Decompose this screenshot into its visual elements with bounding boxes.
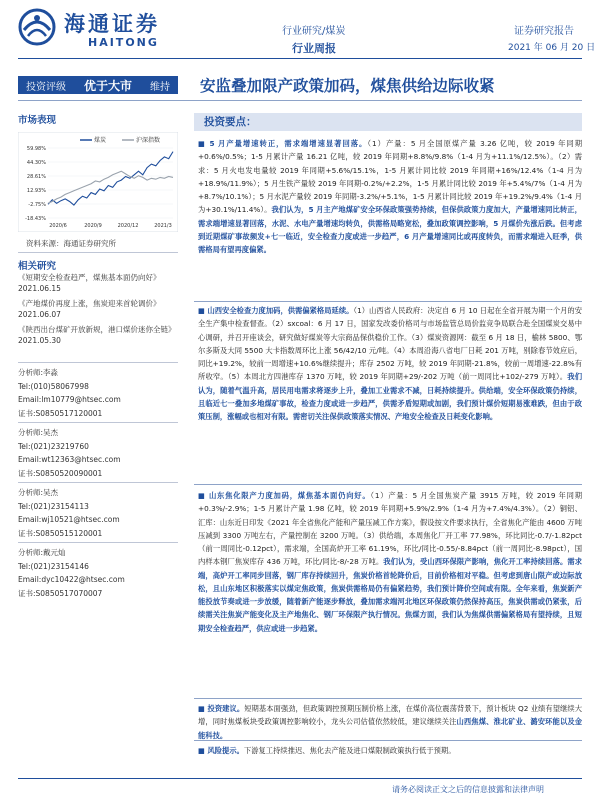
haitong-logo-icon xyxy=(18,6,56,48)
bullet-icon: ■ xyxy=(198,139,210,148)
sidebar-divider xyxy=(18,422,178,423)
analyst-email[interactable]: Email:lm10779@htsec.com xyxy=(18,395,121,404)
logo-name-en: HAITONG xyxy=(88,36,159,49)
key-points-label: 投资要点： xyxy=(204,116,257,128)
footer-disclaimer: 请务必阅读正文之后的信息披露和法律声明 xyxy=(392,785,544,794)
analyst-block xyxy=(18,486,120,540)
analyst-tel: Tel:(021)23154113 xyxy=(18,501,89,511)
analyst-cert: 证书:S0850520090001 xyxy=(18,468,103,478)
paragraph-conclusion: 我们认为，受山西环保限产影响，焦化开工率持续回落。需求端，高炉开工率同步回落，钢厂库存持续回升，焦炭价格首轮降价后，目前价格相对平稳。但考虑到唐山限产或边际放松，且山东地区积极落实以煤定焦政策，焦炭供需格局仍有偏紧趋势，我们预计降价空间或有限。全年来看，焦炭新产能投放节奏或进一步放缓，随着新产能逐步释放，叠加需求端河北地区环保政策仍然保持高压，焦炭供需或仍紧张，后续需关注焦炭产能变化及主产地焦化、钢厂环保限产执行情况。焦煤方面，我们认为焦煤供需偏紧格局有望持续，且短期安全检查趋严，供应或进一步趋紧。 xyxy=(198,557,583,633)
rating-value: 优于大市 xyxy=(83,78,132,93)
analyst-tel: Tel:(021)23219760 xyxy=(18,441,89,451)
analyst-email[interactable]: Email:wt12363@htsec.com xyxy=(18,455,121,464)
bullet-icon: ■ xyxy=(198,746,208,755)
analyst-name: 分析师:吴杰 xyxy=(18,488,59,497)
legend-coal: 煤炭 xyxy=(94,137,107,144)
analyst-email[interactable]: Email:dyc10422@htsec.com xyxy=(18,575,125,584)
y-tick-label: 44.30% xyxy=(26,160,46,166)
analyst-cert: 证书:S0850517070007 xyxy=(18,588,103,598)
x-tick-label: 2020/12 xyxy=(117,223,139,229)
analyst-tel: Tel:(021)23154146 xyxy=(18,561,89,571)
analyst-name: 分析师:戴元灿 xyxy=(18,548,66,557)
paragraph-text: （1）产量：5 月全国焦炭产量 3915 万吨，较 2019 年同期+0.3%/-2.9%；1-5 月累计产量 1.98 亿吨，较 2019 年同期+5.9%/2.9%（1-4 月为+7.4%/4.3%）。（2）铜铝、汇库：山东近日印发《2021 年全省焦化产能和产量压减工作方案》，假设按文件要求执行，全省焦化产能由 4600 万吨压减到 3300 万吨左右，产量控制在 3200 万吨。（3）供给端，本周焦化厂开工率 77.98%，环比同比-0.7/-1.82pct（前一周同比-0.12pct），需求端，全国高炉开工率 61.19%，环比/同比-0.55/-8.84pct（前一周同比-8.98pct），国内样本钢厂焦炭库存 436 万吨，环比/同比-8/-28 万吨。 xyxy=(198,491,582,567)
market-chart xyxy=(18,132,178,232)
x-tick-label: 2021/3 xyxy=(154,223,172,229)
y-tick-label: 12.93% xyxy=(26,188,46,194)
chart-source: 资料来源：海通证券研究所 xyxy=(26,239,116,248)
paragraph-conclusion: 我们认为，5 月主产地煤矿安全环保政策强势持续，但保供政策力度加大，产量增速同比转正，需求端增速显著回落，水泥、水电产量增速均转负，供需格局略宽松，叠加政策调控影响，5 月煤价先涨后跌。但考虑到近期煤矿事故频发+七一临近，安全检查力度或进一步趋严，6 月产量增速同比或再度转负，而需求端进入旺季，供需格局有望再度偏紧。 xyxy=(198,205,582,254)
y-tick-label: -18.43% xyxy=(25,216,46,222)
related-title: 《短期安全检查趋严，煤焦基本面仍向好》 xyxy=(18,273,161,282)
key-point-paragraph xyxy=(198,137,582,256)
page-title: 安监叠加限产政策加码，煤焦供给边际收紧 xyxy=(200,77,495,95)
sidebar-divider xyxy=(18,482,178,483)
key-point-paragraph xyxy=(198,489,582,635)
analyst-block xyxy=(18,426,121,480)
logo-name-cn: 海通证券 xyxy=(64,11,160,36)
report-type: 行业周报 xyxy=(292,42,336,55)
related-item[interactable] xyxy=(18,324,178,346)
document-type: 证券研究报告 xyxy=(514,26,574,37)
related-date: 2021.06.15 xyxy=(18,284,61,293)
related-item[interactable] xyxy=(18,298,178,320)
key-point-paragraph xyxy=(198,304,582,423)
x-tick-label: 2020/9 xyxy=(84,223,102,229)
sidebar-divider xyxy=(18,362,178,363)
paragraph-divider xyxy=(194,484,582,485)
paragraph-conclusion: 我们认为，随着气温升高，居民用电需求将逐步上升，叠加工业需求不减，日耗持续提升。供给端，安全环保政策仍持续，且临近七一叠加多地煤矿事故，检查力度或进一步趋严，供需矛盾短期或加剧，我们预计煤价短期易涨难跌，但由于政策压制，涨幅或也相对有限。需密切关注保供政策落实情况、产地安全检查及日耗变化影响。 xyxy=(198,372,582,421)
sidebar-divider xyxy=(18,542,178,543)
analyst-email[interactable]: Email:wj10521@htsec.com xyxy=(18,515,120,524)
analyst-cert: 证书:S0850515120001 xyxy=(18,528,103,538)
paragraph-text: 短期基本面强劲，但政策调控预期压制价格上涨，在煤价高位震荡背景下，预计板块 Q2 业绩有望继续大增，同时焦煤板块受政策调控影响较小，龙头公司估值依然较低，建议继续关注 xyxy=(198,704,583,727)
key-point-paragraph xyxy=(198,702,582,742)
y-tick-label: 59.98% xyxy=(26,146,46,152)
bullet-icon: ■ xyxy=(198,306,208,315)
analyst-name: 分析师:吴杰 xyxy=(18,428,59,437)
report-category: 行业研究/煤炭 xyxy=(282,26,346,37)
paragraph-text: （1）山西省人民政府：决定自 6 月 10 日起在全省开展为期一个月的安全生产集中检查督查。（2）sxcoal：6 月 17 日，国家发改委价格司与市场监管总局价监竞争局联合赴全国煤炭交易中心调研，并召开座谈会，研究做好煤炭等大宗商品保供稳价工作。（3）煤炭资源网：截至 6 月 18 日，榆林 5800、鄂尔多斯及大同 5500 大卡指数周环比上涨 56/42/10 元/吨。（4）本周沿海八省电厂日耗 201 万吨，别除春节效应后，同比+19.2%，较前一周增速+10.6%继续提升；库存 2502 万吨，较 2019 年同期-21.8%，较前一周增速-22.8%有所收窄。（5）本周北方四港库存 1370 万吨，较 2019 年同期+29/-202 万吨（前一周同比+102/-279 万吨）。 xyxy=(198,306,583,382)
related-title: 《产地煤价再度上涨，焦炭迎来首轮调价》 xyxy=(18,299,161,308)
paragraph-text: 下游复工持续推迟、焦化去产能及进口煤限制政策执行低于预期。 xyxy=(243,746,456,755)
analyst-block xyxy=(18,546,125,600)
bullet-icon: ■ xyxy=(198,491,209,500)
paragraph-divider xyxy=(194,301,582,302)
title-divider xyxy=(18,100,582,101)
analyst-tel: Tel:(010)58067998 xyxy=(18,381,89,391)
legend-index: 沪深指数 xyxy=(136,137,161,144)
analyst-name: 分析师:李淼 xyxy=(18,368,59,377)
header-divider xyxy=(18,58,582,59)
y-tick-label: -2.75% xyxy=(28,202,46,208)
related-heading: 相关研究 xyxy=(18,261,57,272)
market-heading: 市场表现 xyxy=(18,115,57,126)
x-tick-label: 2020/6 xyxy=(49,223,67,229)
related-date: 2021.06.07 xyxy=(18,310,61,319)
footer-divider xyxy=(18,778,582,779)
paragraph-lead: 山西安全检查力度加码，供需偏紧格局延续。 xyxy=(207,306,354,315)
related-date: 2021.05.30 xyxy=(18,336,61,345)
sidebar-divider xyxy=(18,252,178,253)
related-title: 《陕西出台煤矿开放新规，港口煤价迷你全链》 xyxy=(18,325,176,334)
paragraph-divider xyxy=(194,740,582,741)
related-item[interactable] xyxy=(18,272,178,294)
paragraph-conclusion: 山西焦煤、淮北矿业、潞安环能以及金能科技。 xyxy=(198,717,583,740)
paragraph-divider xyxy=(194,698,582,699)
rating-bar xyxy=(18,76,178,94)
paragraph-lead: 5 月产量增速转正，需求端增速显著回落。 xyxy=(209,139,368,148)
rating-label: 投资评级 xyxy=(26,81,66,93)
paragraph-lead: 投资建议。 xyxy=(207,704,245,713)
y-tick-label: 28.61% xyxy=(26,174,46,180)
rating-action: 维持 xyxy=(149,81,170,93)
paragraph-lead: 山东焦化限产力度加码，煤焦基本面仍向好。 xyxy=(208,491,371,500)
paragraph-text: （1）产量：5 月全国原煤产量 3.26 亿吨，较 2019 年同期+0.6%/0.5%；1-5 月累计产量 16.21 亿吨，较 2019 年同期+8.8%/9.8%（1-4 月为+11.1%/12.5%）。（2）需求：5 月火电发电量较 2019 年同期+5.6%/15.1%，1-5 月累计同比较 2019 年同期+16%/12.4%（1-4 月为+18.9%/11.9%）；5 月生铁产量较 2019 年同期-0.2%/+2.2%，1-5 月累计同比较 2019 年+5.4%/7%（1-4 月为+8.7%/10.1%）；5 月水泥产量较 2019 年同期-3.2%/+5.1%，1-5 月累计同比较 2019 年+19.2%/9.4%（1-4 月为+30.1%/11.4%）。 xyxy=(198,139,582,215)
report-date: 2021 年 06 月 20 日 xyxy=(508,43,596,53)
key-point-paragraph xyxy=(198,744,582,757)
paragraph-lead: 风险提示。 xyxy=(207,746,244,755)
bullet-icon: ■ xyxy=(198,704,208,713)
analyst-cert: 证书:S0850517120001 xyxy=(18,408,103,418)
analyst-block xyxy=(18,366,121,420)
